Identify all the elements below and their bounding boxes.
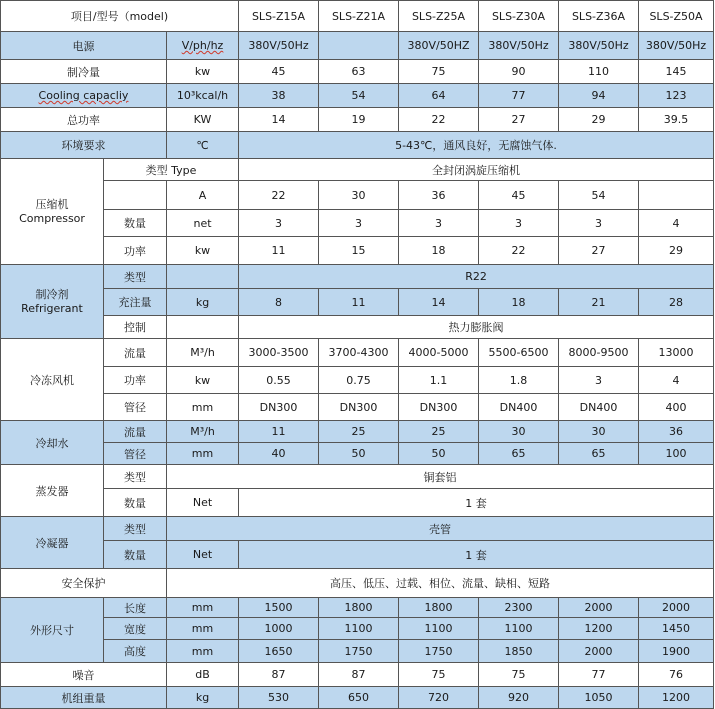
value-cell: DN300 xyxy=(239,394,319,421)
unit-cell: mm xyxy=(167,443,239,465)
sub-label: 数量 xyxy=(104,489,167,517)
value-cell: 1100 xyxy=(479,618,559,640)
model-header: SLS-Z15A xyxy=(239,1,319,32)
value-cell: 54 xyxy=(319,84,399,108)
sub-label: 管径 xyxy=(104,443,167,465)
value-cell: 123 xyxy=(639,84,714,108)
unit-cell: V/ph/hz xyxy=(167,32,239,60)
row-label: 噪音 xyxy=(1,663,167,687)
value-cell: 63 xyxy=(319,60,399,84)
value-cell: 1800 xyxy=(399,598,479,618)
unit-cell: mm xyxy=(167,640,239,663)
value-cell: 1750 xyxy=(399,640,479,663)
fan-pipe-row xyxy=(1,394,714,421)
sub-label: 类型 xyxy=(104,517,167,541)
unit-cell: mm xyxy=(167,394,239,421)
value-cell: 45 xyxy=(239,60,319,84)
value-cell: 19 xyxy=(319,108,399,132)
value-cell: 50 xyxy=(399,443,479,465)
value-cell: 1750 xyxy=(319,640,399,663)
value-cell: 77 xyxy=(559,663,639,687)
sub-label: 类型 xyxy=(104,265,167,289)
value-cell: 1850 xyxy=(479,640,559,663)
power-supply-row xyxy=(1,32,714,60)
value-cell: 38 xyxy=(239,84,319,108)
model-header: SLS-Z50A xyxy=(639,1,714,32)
value-cell: 54 xyxy=(559,181,639,210)
refrigerant-label: 制冷剂 Refrigerant xyxy=(1,265,104,339)
value-cell: 3 xyxy=(479,210,559,237)
unit-cell: Net xyxy=(167,541,239,569)
value-cell: 36 xyxy=(639,421,714,443)
cooling-water-pipe-row xyxy=(1,443,714,465)
sub-label: 流量 xyxy=(104,339,167,367)
value-cell: 28 xyxy=(639,289,714,316)
value-cell: 1800 xyxy=(319,598,399,618)
value-cell: 87 xyxy=(239,663,319,687)
value-cell: 90 xyxy=(479,60,559,84)
value-cell: 1650 xyxy=(239,640,319,663)
evaporator-type-row xyxy=(1,465,714,489)
value-cell: 30 xyxy=(479,421,559,443)
unit-cell: mm xyxy=(167,598,239,618)
cooling-capacity-kw-row xyxy=(1,60,714,84)
value-cell: 29 xyxy=(639,237,714,265)
total-power-row xyxy=(1,108,714,132)
condenser-label: 冷凝器 xyxy=(1,517,104,569)
value-cell: 380V/50Hz xyxy=(239,32,319,60)
unit-cell: kw xyxy=(167,367,239,394)
value-cell: 920 xyxy=(479,687,559,709)
model-header: SLS-Z21A xyxy=(319,1,399,32)
model-header: SLS-Z25A xyxy=(399,1,479,32)
unit-cell: kg xyxy=(167,289,239,316)
value-cell: 65 xyxy=(479,443,559,465)
safety-row xyxy=(1,569,714,598)
value-cell: 145 xyxy=(639,60,714,84)
model-header: SLS-Z30A xyxy=(479,1,559,32)
value-cell: 1.8 xyxy=(479,367,559,394)
unit-cell: kg xyxy=(167,687,239,709)
value-cell: 11 xyxy=(239,421,319,443)
compressor-type-row xyxy=(1,159,714,181)
value-cell: 壳管 xyxy=(167,517,714,541)
value-cell: 100 xyxy=(639,443,714,465)
value-cell: 75 xyxy=(479,663,559,687)
value-cell: 0.75 xyxy=(319,367,399,394)
row-label: 机组重量 xyxy=(1,687,167,709)
value-cell: 全封闭涡旋压缩机 xyxy=(239,159,714,181)
value-cell: 3 xyxy=(319,210,399,237)
cooling-capacity-kcal-row xyxy=(1,84,714,108)
value-cell: 22 xyxy=(479,237,559,265)
sub-label: 宽度 xyxy=(104,618,167,640)
value-cell: 3 xyxy=(559,210,639,237)
evaporator-qty-row xyxy=(1,489,714,517)
value-cell: 380V/50Hz xyxy=(479,32,559,60)
value-cell: 650 xyxy=(319,687,399,709)
value-cell: 3 xyxy=(559,367,639,394)
value-cell: 1100 xyxy=(319,618,399,640)
unit-cell: dB xyxy=(167,663,239,687)
sub-label: 功率 xyxy=(104,237,167,265)
noise-row xyxy=(1,663,714,687)
value-cell: 3 xyxy=(239,210,319,237)
dimensions-label: 外形尺寸 xyxy=(1,598,104,663)
refrigerant-control-row xyxy=(1,316,714,339)
sub-label: 长度 xyxy=(104,598,167,618)
sub-label: 类型 Type xyxy=(104,159,239,181)
cooling-water-flow-row xyxy=(1,421,714,443)
value-cell: 720 xyxy=(399,687,479,709)
value-cell: 530 xyxy=(239,687,319,709)
value-cell: 75 xyxy=(399,60,479,84)
value-cell: 36 xyxy=(399,181,479,210)
fan-power-row xyxy=(1,367,714,394)
value-cell: 1100 xyxy=(399,618,479,640)
value-cell: 铜套铝 xyxy=(167,465,714,489)
value-cell: 380V/50Hz xyxy=(559,32,639,60)
value-cell: DN300 xyxy=(319,394,399,421)
value-cell: DN300 xyxy=(399,394,479,421)
value-cell: 3 xyxy=(399,210,479,237)
sub-label: 充注量 xyxy=(104,289,167,316)
row-label: 安全保护 xyxy=(1,569,167,598)
value-cell: 21 xyxy=(559,289,639,316)
unit-cell: Net xyxy=(167,489,239,517)
value-cell: 1.1 xyxy=(399,367,479,394)
value-cell: 27 xyxy=(559,237,639,265)
value-cell: 1500 xyxy=(239,598,319,618)
value-cell: 45 xyxy=(479,181,559,210)
value-cell: 4 xyxy=(639,367,714,394)
sub-label: 数量 xyxy=(104,541,167,569)
value-cell: 400 xyxy=(639,394,714,421)
value-cell: 18 xyxy=(479,289,559,316)
value-cell: 77 xyxy=(479,84,559,108)
model-header: SLS-Z36A xyxy=(559,1,639,32)
row-label: 环境要求 xyxy=(1,132,167,159)
sub-label: 控制 xyxy=(104,316,167,339)
dimension-length-row xyxy=(1,598,714,618)
compressor-label: 压缩机 Compressor xyxy=(1,159,104,265)
value-cell: 380V/50Hz xyxy=(639,32,714,60)
value-cell: 11 xyxy=(319,289,399,316)
header-label: 项目/型号（model) xyxy=(1,1,239,32)
value-cell xyxy=(319,32,399,60)
unit-cell: KW xyxy=(167,108,239,132)
cooling-water-label: 冷却水 xyxy=(1,421,104,465)
value-cell: 1200 xyxy=(639,687,714,709)
value-cell: 40 xyxy=(239,443,319,465)
unit-cell: 10³kcal/h xyxy=(167,84,239,108)
value-cell: 8 xyxy=(239,289,319,316)
unit-cell: M³/h xyxy=(167,421,239,443)
value-cell: 27 xyxy=(479,108,559,132)
evaporator-label: 蒸发器 xyxy=(1,465,104,517)
value-cell: 1200 xyxy=(559,618,639,640)
value-cell: 25 xyxy=(399,421,479,443)
value-cell: 30 xyxy=(559,421,639,443)
value-cell: 1050 xyxy=(559,687,639,709)
value-cell: 0.55 xyxy=(239,367,319,394)
environment-row xyxy=(1,132,714,159)
sub-label xyxy=(104,181,167,210)
value-cell: 8000-9500 xyxy=(559,339,639,367)
sub-label: 管径 xyxy=(104,394,167,421)
fan-label: 冷冻风机 xyxy=(1,339,104,421)
value-cell: 39.5 xyxy=(639,108,714,132)
fan-flow-row xyxy=(1,339,714,367)
value-cell: 50 xyxy=(319,443,399,465)
value-cell: 4000-5000 xyxy=(399,339,479,367)
unit-cell: ℃ xyxy=(167,132,239,159)
value-cell: 4 xyxy=(639,210,714,237)
compressor-quantity-row xyxy=(1,210,714,237)
value-cell: 13000 xyxy=(639,339,714,367)
unit-cell xyxy=(167,265,239,289)
refrigerant-type-row xyxy=(1,265,714,289)
dimension-height-row xyxy=(1,640,714,663)
value-cell: 3000-3500 xyxy=(239,339,319,367)
value-cell: 11 xyxy=(239,237,319,265)
value-cell: 5500-6500 xyxy=(479,339,559,367)
row-label: 电源 xyxy=(1,32,167,60)
sub-label: 高度 xyxy=(104,640,167,663)
value-cell: 5-43℃，通风良好，无腐蚀气体. xyxy=(239,132,714,159)
condenser-type-row xyxy=(1,517,714,541)
value-cell: 94 xyxy=(559,84,639,108)
sub-label: 类型 xyxy=(104,465,167,489)
value-cell: 1 套 xyxy=(239,541,714,569)
unit-cell: kw xyxy=(167,60,239,84)
dimension-width-row xyxy=(1,618,714,640)
value-cell: 25 xyxy=(319,421,399,443)
value-cell: 64 xyxy=(399,84,479,108)
value-cell: 1450 xyxy=(639,618,714,640)
value-cell: 15 xyxy=(319,237,399,265)
value-cell: 76 xyxy=(639,663,714,687)
row-label: 总功率 xyxy=(1,108,167,132)
value-cell: 65 xyxy=(559,443,639,465)
value-cell: 30 xyxy=(319,181,399,210)
value-cell: 1900 xyxy=(639,640,714,663)
weight-row xyxy=(1,687,714,709)
row-label: Cooling capacliy xyxy=(1,84,167,108)
unit-cell xyxy=(167,316,239,339)
unit-cell: net xyxy=(167,210,239,237)
value-cell: 热力膨胀阀 xyxy=(239,316,714,339)
value-cell: 2000 xyxy=(559,640,639,663)
value-cell: 2000 xyxy=(639,598,714,618)
value-cell: 87 xyxy=(319,663,399,687)
value-cell: 高压、低压、过载、相位、流量、缺相、短路 xyxy=(167,569,714,598)
value-cell: 22 xyxy=(399,108,479,132)
header-row xyxy=(1,1,714,32)
value-cell: 110 xyxy=(559,60,639,84)
unit-cell: kw xyxy=(167,237,239,265)
sub-label: 流量 xyxy=(104,421,167,443)
value-cell: 1 套 xyxy=(239,489,714,517)
sub-label: 数量 xyxy=(104,210,167,237)
unit-cell: M³/h xyxy=(167,339,239,367)
value-cell: DN400 xyxy=(559,394,639,421)
value-cell: 3700-4300 xyxy=(319,339,399,367)
value-cell: 2300 xyxy=(479,598,559,618)
unit-cell: A xyxy=(167,181,239,210)
value-cell: 380V/50HZ xyxy=(399,32,479,60)
value-cell: 22 xyxy=(239,181,319,210)
value-cell: 1000 xyxy=(239,618,319,640)
unit-cell: mm xyxy=(167,618,239,640)
value-cell: 18 xyxy=(399,237,479,265)
condenser-qty-row xyxy=(1,541,714,569)
value-cell: 14 xyxy=(399,289,479,316)
compressor-power-row xyxy=(1,237,714,265)
compressor-current-row xyxy=(1,181,714,210)
sub-label: 功率 xyxy=(104,367,167,394)
value-cell: DN400 xyxy=(479,394,559,421)
value-cell: 14 xyxy=(239,108,319,132)
value-cell xyxy=(639,181,714,210)
refrigerant-charge-row xyxy=(1,289,714,316)
value-cell: 2000 xyxy=(559,598,639,618)
row-label: 制冷量 xyxy=(1,60,167,84)
value-cell: 29 xyxy=(559,108,639,132)
value-cell: 75 xyxy=(399,663,479,687)
value-cell: R22 xyxy=(239,265,714,289)
